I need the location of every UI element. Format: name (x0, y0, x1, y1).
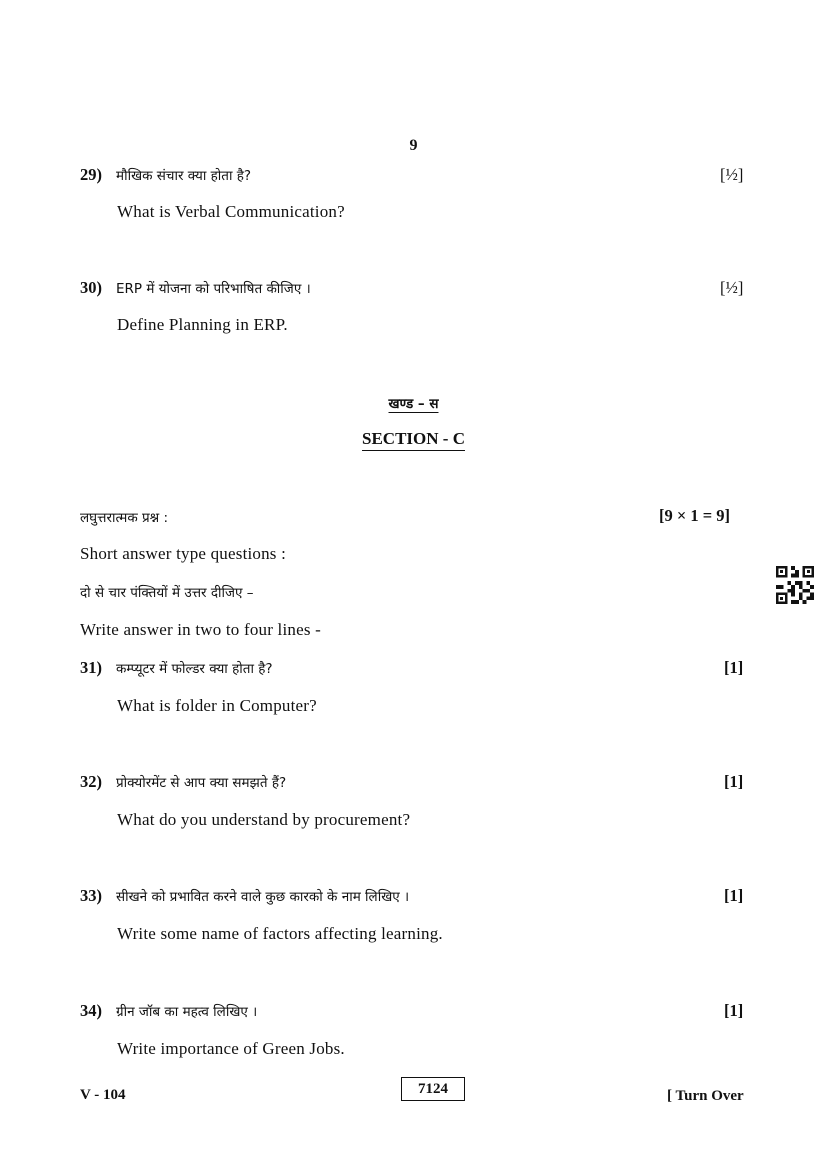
question-30-english: Define Planning in ERP. (117, 315, 288, 334)
question-31-number: 31) (80, 658, 102, 677)
question-30-number: 30) (80, 278, 102, 297)
section-total-marks: [9 × 1 = 9] (659, 506, 731, 525)
question-33-number: 33) (80, 886, 102, 905)
question-32-number: 32) (80, 772, 102, 791)
question-type-hindi: लघुत्तरात्मक प्रश्न : (80, 510, 169, 526)
question-type-english: Short answer type questions : (80, 544, 286, 563)
question-30-marks: [½] (720, 278, 744, 297)
question-34-english: Write importance of Green Jobs. (117, 1039, 345, 1058)
question-29-hindi: मौखिक संचार क्या होता है? (116, 168, 252, 184)
question-32-hindi: प्रोक्योरमेंट से आप क्या समझते हैं? (116, 775, 287, 791)
question-33-hindi: सीखने को प्रभावित करने वाले कुछ कारको के नाम लिखिए । (116, 889, 410, 905)
page-number: 9 (409, 137, 418, 154)
paper-code: V - 104 (80, 1087, 126, 1103)
question-32-marks: [1] (724, 772, 744, 791)
question-29-marks: [½] (720, 165, 744, 184)
question-32-english: What do you understand by procurement? (117, 810, 411, 829)
question-33-english: Write some name of factors affecting learning. (117, 924, 443, 943)
question-31-english: What is folder in Computer? (117, 696, 317, 715)
question-33-marks: [1] (724, 886, 744, 905)
question-29-number: 29) (80, 165, 102, 184)
qr-code-icon (775, 566, 815, 604)
instruction-hindi: दो से चार पंक्तियों में उत्तर दीजिए – (80, 585, 254, 601)
instruction-english: Write answer in two to four lines - (80, 620, 321, 639)
question-34-number: 34) (80, 1001, 102, 1020)
question-34-hindi: ग्रीन जॉब का महत्व लिखिए । (116, 1004, 258, 1020)
question-29-english: What is Verbal Communication? (117, 202, 345, 221)
turn-over-label: [ Turn Over (667, 1088, 744, 1104)
question-31-hindi: कम्प्यूटर में फोल्डर क्या होता है? (116, 661, 273, 677)
question-30-hindi: ERP में योजना को परिभाषित कीजिए । (116, 281, 311, 297)
section-title-hindi: खण्ड – स (388, 396, 439, 412)
center-code-box: 7124 (401, 1077, 465, 1101)
question-31-marks: [1] (724, 658, 744, 677)
section-title-english: SECTION - C (362, 429, 465, 448)
question-34-marks: [1] (724, 1001, 744, 1020)
